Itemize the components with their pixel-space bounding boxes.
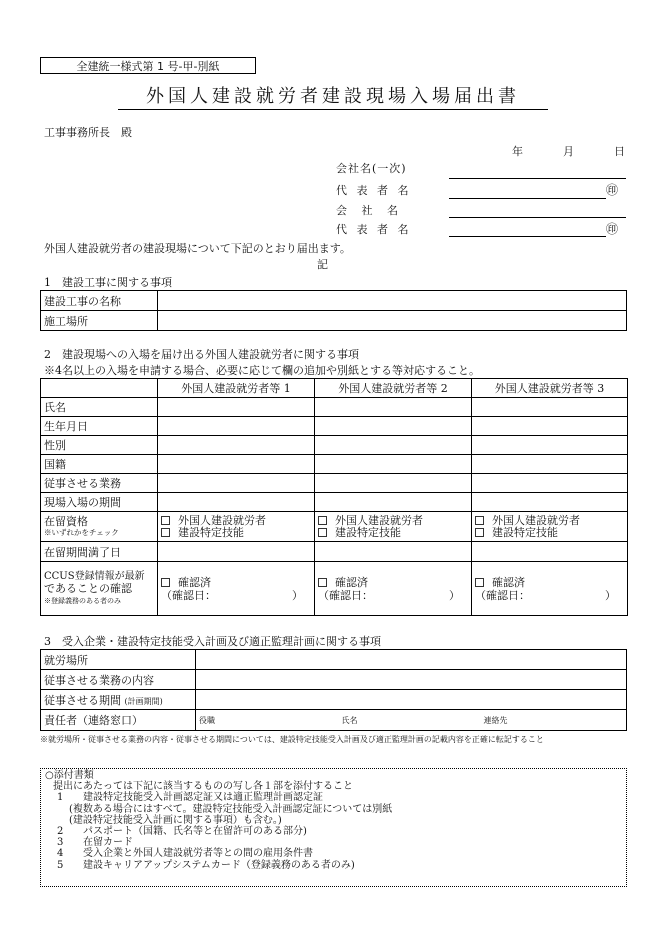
attachment-item: 4 受入企業と外国人建設就労者等との間の雇用条件書	[57, 848, 313, 860]
residence-status-sublabel: ※いずれかをチェック	[44, 527, 119, 537]
work-content-label: 従事させる業務の内容	[41, 670, 196, 690]
worker-1-nationality-field[interactable]	[158, 455, 315, 474]
worker-2-birthdate-field[interactable]	[315, 417, 472, 436]
project-name-field[interactable]	[158, 291, 627, 311]
work-location-label: 就労場所	[41, 650, 196, 670]
worker-2-ccus-confirmed[interactable]: 確認済	[318, 576, 468, 589]
worker-3-expiry-field[interactable]	[472, 542, 628, 562]
work-location-field[interactable]	[196, 650, 627, 670]
column-header-worker-1: 外国人建設就労者等 1	[158, 379, 315, 398]
worker-3-birthdate-field[interactable]	[472, 417, 628, 436]
section3-note: ※就労場所・従事させる業務の内容・従事させる期間については、建設特定技能受入計画及び適正監理計画の記載内容を正確に転記すること	[40, 735, 544, 744]
row-label-name: 氏名	[41, 398, 158, 417]
worker-3-status-option-2[interactable]: 建設特定技能	[475, 527, 624, 539]
worker-2-gender-field[interactable]	[315, 436, 472, 455]
page-title: 外国人建設就労者建設現場入場届出書	[118, 86, 548, 110]
date-month-label: 月	[563, 145, 574, 158]
worker-3-ccus-date[interactable]: （確認日： ）	[475, 588, 616, 602]
table-row	[41, 436, 628, 455]
table-row	[41, 455, 628, 474]
section3-table	[40, 649, 627, 731]
row-label-entry-period: 現場入場の期間	[41, 493, 158, 512]
project-name-label: 建設工事の名称	[41, 291, 158, 311]
attachment-item: 1 建設特定技能受入計画認定証又は適正監理計画認定証	[57, 792, 323, 804]
attachments-intro: 提出にあたっては下記に該当するものの写し各１部を添付すること	[53, 781, 353, 793]
worker-3-ccus-confirmed[interactable]: 確認済	[475, 576, 624, 589]
row-label-birthdate: 生年月日	[41, 417, 158, 436]
table-row	[41, 512, 628, 542]
worker-3-status-cell	[472, 512, 628, 542]
worker-1-gender-field[interactable]	[158, 436, 315, 455]
company-primary-line[interactable]	[449, 178, 626, 179]
table-row	[41, 690, 627, 710]
work-content-field[interactable]	[196, 670, 627, 690]
column-header-worker-2: 外国人建設就労者等 2	[315, 379, 472, 398]
checkbox[interactable]	[475, 528, 484, 537]
work-period-label: 従事させる期間 (計画期間)	[41, 690, 196, 710]
table-row	[41, 710, 627, 731]
worker-3-status-option-1[interactable]: 外国人建設就労者	[475, 515, 624, 527]
worker-1-duties-field[interactable]	[158, 474, 315, 493]
attachment-item-note: (複数ある場合にはすべて。建設特定技能受入計画認定証については別紙	[69, 803, 393, 815]
table-row	[41, 562, 628, 616]
attachments-box	[40, 768, 627, 887]
representative-label-1: 代 表 者 名	[336, 184, 412, 197]
checkbox[interactable]	[161, 578, 170, 587]
table-row	[41, 291, 627, 311]
worker-2-duties-field[interactable]	[315, 474, 472, 493]
worker-2-name-field[interactable]	[315, 398, 472, 417]
worker-1-expiry-field[interactable]	[158, 542, 315, 562]
checkbox[interactable]	[475, 578, 484, 587]
seal-icon: ㊞	[606, 222, 619, 236]
work-period-sublabel: (計画期間)	[124, 696, 163, 706]
ki-label: 記	[317, 258, 328, 271]
worker-1-name-field[interactable]	[158, 398, 315, 417]
row-label-residence-status	[41, 512, 158, 542]
worker-1-status-cell	[158, 512, 315, 542]
lead-text: 外国人建設就労者の建設現場について下記のとおり届出ます。	[44, 242, 351, 255]
section1-heading: 1 建設工事に関する事項	[44, 276, 172, 289]
section2-heading: 2 建設現場への入場を届け出る外国人建設就労者に関する事項	[44, 348, 359, 361]
site-location-label: 施工場所	[41, 311, 158, 331]
worker-1-ccus-cell	[158, 562, 315, 616]
worker-1-status-option-1[interactable]: 外国人建設就労者	[161, 515, 311, 527]
company-line[interactable]	[449, 217, 626, 218]
table-row	[41, 542, 628, 562]
checkbox[interactable]	[161, 516, 170, 525]
checkbox[interactable]	[318, 516, 327, 525]
workers-table	[40, 378, 628, 616]
table-row	[41, 417, 628, 436]
table-row	[41, 311, 627, 331]
representative-label-2: 代 表 者 名	[336, 223, 412, 236]
worker-1-birthdate-field[interactable]	[158, 417, 315, 436]
responsible-position-field[interactable]: 役職	[196, 710, 339, 731]
worker-1-entry-period-field[interactable]	[158, 493, 315, 512]
worker-3-name-field[interactable]	[472, 398, 628, 417]
worker-1-ccus-confirmed[interactable]: 確認済	[161, 576, 311, 589]
attachment-item-note: (建設特定技能受入計画に関する事項）も含む。)	[69, 814, 282, 826]
company-primary-label: 会社名(一次)	[336, 162, 407, 175]
row-label-duties: 従事させる業務	[41, 474, 158, 493]
checkbox[interactable]	[318, 578, 327, 587]
worker-2-status-option-1[interactable]: 外国人建設就労者	[318, 515, 468, 527]
checkbox[interactable]	[318, 528, 327, 537]
work-period-field[interactable]	[196, 690, 627, 710]
worker-2-status-cell	[315, 512, 472, 542]
responsible-contact-field[interactable]: 連絡先	[481, 710, 627, 731]
section1-table	[40, 290, 627, 331]
worker-3-duties-field[interactable]	[472, 474, 628, 493]
worker-3-ccus-cell	[472, 562, 628, 616]
column-header-worker-3: 外国人建設就労者等 3	[472, 379, 628, 398]
row-label-ccus	[41, 562, 158, 616]
worker-2-expiry-field[interactable]	[315, 542, 472, 562]
row-label-expiry: 在留期間満了日	[41, 542, 158, 562]
checkbox[interactable]	[475, 516, 484, 525]
checkbox[interactable]	[161, 528, 170, 537]
worker-2-ccus-cell	[315, 562, 472, 616]
date-day-label: 日	[614, 145, 625, 158]
attachment-item: 2 パスポート（国籍、氏名等と在留許可のある部分)	[57, 826, 307, 838]
table-row	[41, 398, 628, 417]
form-id-label: 全建統一様式第 1 号-甲-別紙	[40, 57, 256, 74]
attachment-item: 3 在留カード	[57, 837, 133, 849]
responsible-person-label: 責任者（連絡窓口）	[41, 710, 196, 731]
table-row	[41, 474, 628, 493]
worker-2-status-option-2[interactable]: 建設特定技能	[318, 527, 468, 539]
date-year-label: 年	[512, 145, 523, 158]
worker-3-entry-period-field[interactable]	[472, 493, 628, 512]
residence-status-label: 在留資格	[44, 514, 88, 528]
row-label-nationality: 国籍	[41, 455, 158, 474]
row-label-gender: 性別	[41, 436, 158, 455]
site-location-field[interactable]	[158, 311, 627, 331]
worker-2-entry-period-field[interactable]	[315, 493, 472, 512]
table-row	[41, 670, 627, 690]
attachments-heading: ○添付書類	[45, 770, 94, 781]
addressee: 工事事務所長 殿	[44, 126, 132, 139]
representative-line-1[interactable]	[449, 198, 606, 199]
header-blank	[41, 379, 158, 398]
table-row	[41, 650, 627, 670]
section2-note: ※4名以上の入場を申請する場合、必要に応じて欄の追加や別紙とする等対応すること。	[44, 364, 480, 377]
table-header-row	[41, 379, 628, 398]
worker-1-status-option-2[interactable]: 建設特定技能	[161, 527, 311, 539]
table-row	[41, 493, 628, 512]
worker-3-gender-field[interactable]	[472, 436, 628, 455]
worker-2-nationality-field[interactable]	[315, 455, 472, 474]
responsible-name-field[interactable]: 氏名	[339, 710, 481, 731]
ccus-label-line1: CCUS登録情報が最新	[44, 570, 145, 582]
company-label: 会 社 名	[336, 204, 398, 217]
worker-3-nationality-field[interactable]	[472, 455, 628, 474]
worker-2-ccus-date[interactable]: （確認日： ）	[318, 588, 460, 602]
section3-heading: 3 受入企業・建設特定技能受入計画及び適正監理計画に関する事項	[44, 635, 381, 648]
worker-1-ccus-date[interactable]: （確認日： ）	[161, 588, 303, 602]
seal-icon: ㊞	[606, 183, 619, 197]
ccus-label-line2: であることの確認	[44, 581, 132, 595]
representative-line-2[interactable]	[449, 236, 606, 237]
attachment-item: 5 建設キャリアアップシステムカード（登録義務のある者のみ)	[57, 859, 355, 871]
ccus-sublabel: ※登録義務のある者のみ	[44, 596, 121, 605]
